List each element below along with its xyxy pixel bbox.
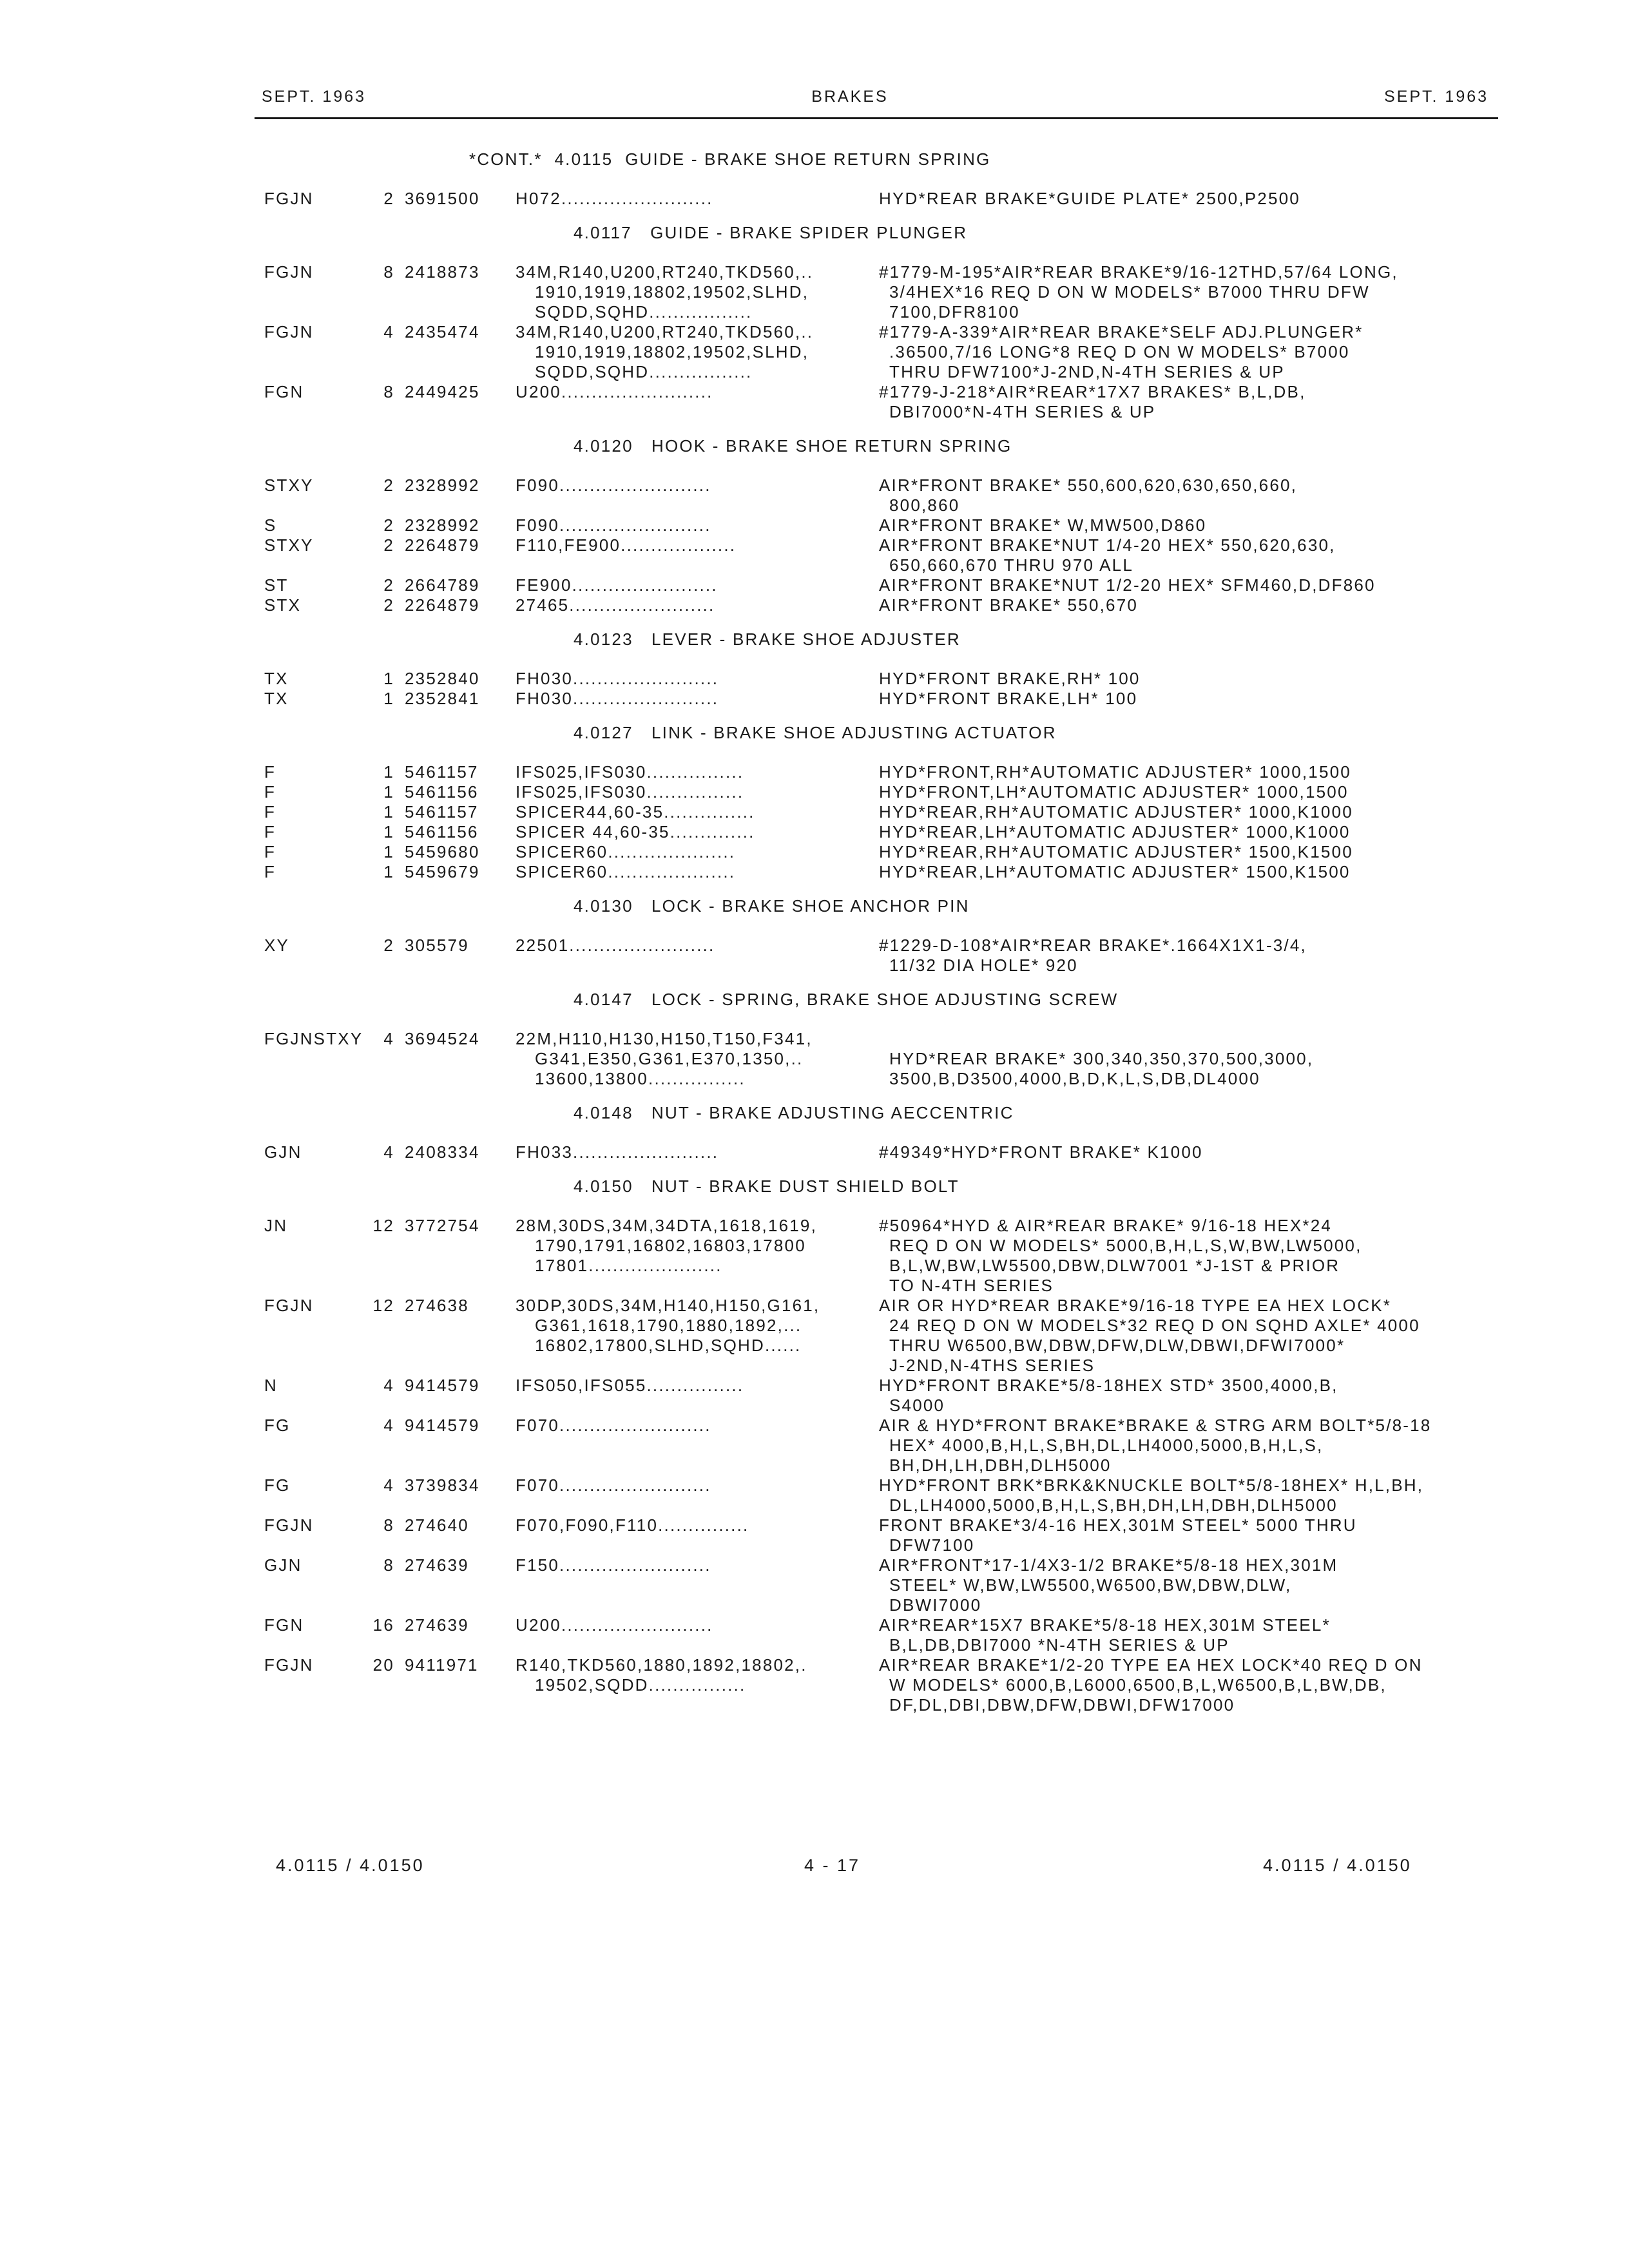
entry-models: F150......................... [516, 1555, 711, 1575]
entry-part-number: 2352840 [405, 669, 480, 688]
footer-range-right: 4.0115 / 4.0150 [1263, 1856, 1412, 1875]
entry-models: F070......................... [516, 1475, 711, 1495]
entry-part-number: 5461157 [405, 762, 479, 782]
entry-quantity: 8 [383, 1515, 394, 1535]
entry-part-number: 9411971 [405, 1655, 479, 1675]
entry-codes: F [264, 782, 276, 802]
entry-models: 22M,H110,H130,H150,T150,F341, [516, 1029, 813, 1048]
entry-quantity: 2 [383, 595, 394, 615]
entry-description: W MODELS* 6000,B,L6000,6500,B,L,W6500,B,L,BW,DB, [889, 1675, 1387, 1695]
entry-codes: GJN [264, 1142, 302, 1162]
entry-description: #1229-D-108*AIR*REAR BRAKE*.1664X1X1-3/4, [879, 936, 1307, 955]
header-date-left: SEPT. 1963 [262, 88, 367, 106]
entry-codes: TX [264, 669, 289, 688]
entry-description: AIR*FRONT BRAKE* 550,600,620,630,650,660, [879, 476, 1298, 495]
entry-quantity: 12 [372, 1296, 394, 1315]
entry-part-number: 3739834 [405, 1475, 480, 1495]
entry-quantity: 8 [383, 262, 394, 282]
entry-description: HYD*REAR,LH*AUTOMATIC ADJUSTER* 1000,K1000 [879, 822, 1351, 841]
entry-quantity: 2 [383, 476, 394, 495]
entry-models: 19502,SQDD................ [535, 1675, 746, 1695]
entry-quantity: 2 [383, 515, 394, 535]
entry-models: IFS025,IFS030................ [516, 782, 744, 802]
entry-part-number: 9414579 [405, 1416, 480, 1435]
entry-quantity: 4 [383, 1475, 394, 1495]
section-heading: 4.0127 LINK - BRAKE SHOE ADJUSTING ACTUATOR [574, 723, 1057, 742]
entry-description: HEX* 4000,B,H,L,S,BH,DL,LH4000,5000,B,H,L,S, [889, 1436, 1324, 1455]
entry-models: 22501........................ [516, 936, 715, 955]
entry-description: #1779-M-195*AIR*REAR BRAKE*9/16-12THD,57/64 LONG, [879, 262, 1398, 282]
entry-quantity: 4 [383, 1416, 394, 1435]
entry-quantity: 12 [372, 1216, 394, 1235]
entry-models: F090......................... [516, 476, 711, 495]
section-heading: 4.0148 NUT - BRAKE ADJUSTING AECCENTRIC [574, 1103, 1014, 1122]
entry-quantity: 8 [383, 382, 394, 401]
entry-models: FE900........................ [516, 575, 718, 595]
entry-description: 7100,DFR8100 [889, 302, 1020, 322]
entry-part-number: 2418873 [405, 262, 480, 282]
entry-description: HYD*REAR,LH*AUTOMATIC ADJUSTER* 1500,K1500 [879, 862, 1351, 881]
entry-description: AIR*FRONT BRAKE* W,MW500,D860 [879, 515, 1207, 535]
entry-models: 28M,30DS,34M,34DTA,1618,1619, [516, 1216, 818, 1235]
entry-codes: FGJN [264, 1296, 314, 1315]
entry-quantity: 4 [383, 322, 394, 341]
entry-description: 3/4HEX*16 REQ D ON W MODELS* B7000 THRU DFW [889, 282, 1370, 302]
entry-part-number: 2328992 [405, 476, 480, 495]
entry-part-number: 5459680 [405, 842, 480, 861]
entry-codes: FG [264, 1416, 291, 1435]
entry-description: TO N-4TH SERIES [889, 1276, 1054, 1295]
entry-part-number: 274639 [405, 1555, 469, 1575]
entry-models: G361,1618,1790,1880,1892,... [535, 1316, 802, 1335]
entry-models: 34M,R140,U200,RT240,TKD560,.. [516, 322, 814, 341]
footer-page-number: 4 - 17 [804, 1856, 861, 1875]
entry-description: AIR*FRONT BRAKE*NUT 1/2-20 HEX* SFM460,D,DF860 [879, 575, 1376, 595]
entry-description: J-2ND,N-4THS SERIES [889, 1356, 1095, 1375]
entry-models: F070,F090,F110............... [516, 1515, 749, 1535]
entry-codes: FGN [264, 1615, 304, 1635]
entry-description: REQ D ON W MODELS* 5000,B,H,L,S,W,BW,LW5000, [889, 1236, 1362, 1255]
entry-codes: FGJNSTXY [264, 1029, 363, 1048]
entry-part-number: 274638 [405, 1296, 469, 1315]
entry-description: FRONT BRAKE*3/4-16 HEX,301M STEEL* 5000 THRU [879, 1515, 1357, 1535]
entry-description: HYD*FRONT BRAKE*5/8-18HEX STD* 3500,4000,B, [879, 1376, 1338, 1395]
entry-models: U200......................... [516, 382, 713, 401]
entry-codes: N [264, 1376, 278, 1395]
entry-description: HYD*REAR BRAKE*GUIDE PLATE* 2500,P2500 [879, 189, 1300, 208]
entry-description: HYD*REAR,RH*AUTOMATIC ADJUSTER* 1500,K1500 [879, 842, 1353, 861]
entry-models: SQDD,SQHD................. [535, 362, 753, 381]
entry-models: SPICER44,60-35............... [516, 802, 755, 822]
entry-description: 3500,B,D3500,4000,B,D,K,L,S,DB,DL4000 [889, 1069, 1260, 1088]
entry-models: FH033........................ [516, 1142, 719, 1162]
entry-description: HYD*FRONT BRK*BRK&KNUCKLE BOLT*5/8-18HEX* H,L,BH, [879, 1475, 1424, 1495]
entry-models: 34M,R140,U200,RT240,TKD560,.. [516, 262, 814, 282]
entry-quantity: 2 [383, 189, 394, 208]
entry-models: SPICER60..................... [516, 842, 736, 861]
entry-description: STEEL* W,BW,LW5500,W6500,BW,DBW,DLW, [889, 1575, 1292, 1595]
entry-description: DL,LH4000,5000,B,H,L,S,BH,DH,LH,DBH,DLH5000 [889, 1495, 1338, 1515]
entry-description: BH,DH,LH,DBH,DLH5000 [889, 1456, 1112, 1475]
entry-part-number: 2435474 [405, 322, 480, 341]
entry-codes: F [264, 862, 276, 881]
entry-description: THRU W6500,BW,DBW,DFW,DLW,DBWI,DFWI7000* [889, 1336, 1345, 1355]
entry-codes: ST [264, 575, 289, 595]
entry-codes: STXY [264, 535, 314, 555]
entry-codes: FGJN [264, 262, 314, 282]
section-heading: *CONT.* 4.0115 GUIDE - BRAKE SHOE RETURN SPRING [469, 149, 991, 169]
entry-quantity: 2 [383, 936, 394, 955]
entry-quantity: 1 [383, 822, 394, 841]
entry-codes: FGJN [264, 1655, 314, 1675]
entry-codes: F [264, 802, 276, 822]
entry-quantity: 8 [383, 1555, 394, 1575]
entry-codes: STXY [264, 476, 314, 495]
entry-description: DBWI7000 [889, 1595, 982, 1615]
entry-models: IFS050,IFS055................ [516, 1376, 744, 1395]
entry-quantity: 1 [383, 689, 394, 708]
section-heading: 4.0150 NUT - BRAKE DUST SHIELD BOLT [574, 1177, 959, 1196]
entry-description: 24 REQ D ON W MODELS*32 REQ D ON SQHD AXLE* 4000 [889, 1316, 1420, 1335]
entry-part-number: 2328992 [405, 515, 480, 535]
entry-codes: FGJN [264, 1515, 314, 1535]
entry-description: HYD*REAR BRAKE* 300,340,350,370,500,3000, [889, 1049, 1314, 1068]
entry-description: 800,860 [889, 495, 960, 515]
entry-part-number: 2352841 [405, 689, 480, 708]
entry-codes: F [264, 842, 276, 861]
section-heading: 4.0120 HOOK - BRAKE SHOE RETURN SPRING [574, 436, 1012, 456]
entry-quantity: 4 [383, 1376, 394, 1395]
entry-quantity: 1 [383, 782, 394, 802]
entry-description: .36500,7/16 LONG*8 REQ D ON W MODELS* B7000 [889, 342, 1350, 361]
entry-models: SPICER60..................... [516, 862, 736, 881]
entry-quantity: 2 [383, 575, 394, 595]
entry-part-number: 5461156 [405, 782, 479, 802]
entry-quantity: 2 [383, 535, 394, 555]
entry-description: AIR*FRONT*17-1/4X3-1/2 BRAKE*5/8-18 HEX,301M [879, 1555, 1338, 1575]
footer-range-left: 4.0115 / 4.0150 [276, 1856, 425, 1875]
entry-codes: FG [264, 1475, 291, 1495]
entry-codes: STX [264, 595, 302, 615]
entry-part-number: 5461156 [405, 822, 479, 841]
entry-description: AIR*FRONT BRAKE* 550,670 [879, 595, 1139, 615]
section-heading: 4.0147 LOCK - SPRING, BRAKE SHOE ADJUSTING SCREW [574, 990, 1119, 1009]
entry-part-number: 3691500 [405, 189, 480, 208]
entry-models: H072......................... [516, 189, 713, 208]
entry-description: AIR*REAR BRAKE*1/2-20 TYPE EA HEX LOCK*40 REQ D ON [879, 1655, 1423, 1675]
entry-description: HYD*FRONT BRAKE,LH* 100 [879, 689, 1138, 708]
entry-description: HYD*FRONT,RH*AUTOMATIC ADJUSTER* 1000,1500 [879, 762, 1351, 782]
entry-codes: FGJN [264, 189, 314, 208]
entry-description: DFW7100 [889, 1535, 975, 1555]
entry-codes: F [264, 822, 276, 841]
header-date-right: SEPT. 1963 [1384, 88, 1489, 106]
entry-part-number: 5459679 [405, 862, 480, 881]
entry-part-number: 3694524 [405, 1029, 480, 1048]
entry-models: SPICER 44,60-35.............. [516, 822, 755, 841]
entry-models: F110,FE900................... [516, 535, 737, 555]
entry-quantity: 4 [383, 1029, 394, 1048]
entry-part-number: 274639 [405, 1615, 469, 1635]
entry-description: 650,660,670 THRU 970 ALL [889, 555, 1134, 575]
entry-description: B,L,DB,DBI7000 *N-4TH SERIES & UP [889, 1635, 1229, 1655]
entry-part-number: 9414579 [405, 1376, 480, 1395]
entry-part-number: 5461157 [405, 802, 479, 822]
entry-description: #1779-A-339*AIR*REAR BRAKE*SELF ADJ.PLUNGER* [879, 322, 1364, 341]
entry-models: SQDD,SQHD................. [535, 302, 753, 322]
entry-models: R140,TKD560,1880,1892,18802,. [516, 1655, 807, 1675]
section-heading: 4.0130 LOCK - BRAKE SHOE ANCHOR PIN [574, 896, 970, 916]
entry-description: #49349*HYD*FRONT BRAKE* K1000 [879, 1142, 1203, 1162]
entry-part-number: 2264879 [405, 535, 480, 555]
entry-description: 11/32 DIA HOLE* 920 [889, 956, 1078, 975]
entry-codes: XY [264, 936, 290, 955]
entry-quantity: 1 [383, 862, 394, 881]
entry-models: IFS025,IFS030................ [516, 762, 744, 782]
entry-codes: S [264, 515, 277, 535]
header-title: BRAKES [811, 88, 889, 106]
entry-codes: TX [264, 689, 289, 708]
entry-models: 30DP,30DS,34M,H140,H150,G161, [516, 1296, 820, 1315]
entry-description: B,L,W,BW,LW5500,DBW,DLW7001 *J-1ST & PRIOR [889, 1256, 1340, 1275]
entry-part-number: 2408334 [405, 1142, 480, 1162]
entry-codes: F [264, 762, 276, 782]
entry-description: AIR*REAR*15X7 BRAKE*5/8-18 HEX,301M STEEL* [879, 1615, 1331, 1635]
section-heading: 4.0117 GUIDE - BRAKE SPIDER PLUNGER [574, 223, 968, 242]
entry-description: #1779-J-218*AIR*REAR*17X7 BRAKES* B,L,DB, [879, 382, 1306, 401]
entry-description: HYD*REAR,RH*AUTOMATIC ADJUSTER* 1000,K1000 [879, 802, 1353, 822]
entry-quantity: 1 [383, 669, 394, 688]
entry-models: 13600,13800................ [535, 1069, 746, 1088]
entry-models: U200......................... [516, 1615, 713, 1635]
entry-description: AIR*FRONT BRAKE*NUT 1/4-20 HEX* 550,620,630, [879, 535, 1336, 555]
header-rule [255, 117, 1498, 119]
entry-models: FH030........................ [516, 669, 719, 688]
entry-models: G341,E350,G361,E370,1350,.. [535, 1049, 804, 1068]
entry-description: AIR & HYD*FRONT BRAKE*BRAKE & STRG ARM BOLT*5/8-18 [879, 1416, 1432, 1435]
entry-codes: GJN [264, 1555, 302, 1575]
entry-quantity: 20 [372, 1655, 394, 1675]
entry-description: DBI7000*N-4TH SERIES & UP [889, 402, 1156, 421]
entry-quantity: 1 [383, 802, 394, 822]
entry-description: #50964*HYD & AIR*REAR BRAKE* 9/16-18 HEX*24 [879, 1216, 1333, 1235]
entry-part-number: 274640 [405, 1515, 469, 1535]
entry-models: 17801...................... [535, 1256, 722, 1275]
entry-part-number: 305579 [405, 936, 469, 955]
entry-description: HYD*FRONT BRAKE,RH* 100 [879, 669, 1141, 688]
entry-models: 27465........................ [516, 595, 715, 615]
entry-codes: FGN [264, 382, 304, 401]
entry-part-number: 2449425 [405, 382, 480, 401]
entry-description: AIR OR HYD*REAR BRAKE*9/16-18 TYPE EA HEX LOCK* [879, 1296, 1392, 1315]
entry-quantity: 1 [383, 842, 394, 861]
entry-models: FH030........................ [516, 689, 719, 708]
entry-description: S4000 [889, 1396, 945, 1415]
section-heading: 4.0123 LEVER - BRAKE SHOE ADJUSTER [574, 629, 961, 649]
entry-part-number: 2664789 [405, 575, 480, 595]
entry-part-number: 3772754 [405, 1216, 480, 1235]
entry-description: DF,DL,DBI,DBW,DFW,DBWI,DFW17000 [889, 1695, 1235, 1715]
entry-description: HYD*FRONT,LH*AUTOMATIC ADJUSTER* 1000,1500 [879, 782, 1349, 802]
entry-models: 1790,1791,16802,16803,17800 [535, 1236, 806, 1255]
entry-codes: FGJN [264, 322, 314, 341]
entry-description: THRU DFW7100*J-2ND,N-4TH SERIES & UP [889, 362, 1285, 381]
entry-quantity: 16 [372, 1615, 394, 1635]
entry-quantity: 1 [383, 762, 394, 782]
entry-quantity: 4 [383, 1142, 394, 1162]
entry-models: F070......................... [516, 1416, 711, 1435]
entry-models: 1910,1919,18802,19502,SLHD, [535, 282, 809, 302]
entry-codes: JN [264, 1216, 288, 1235]
entry-part-number: 2264879 [405, 595, 480, 615]
entry-models: 16802,17800,SLHD,SQHD...... [535, 1336, 802, 1355]
entry-models: 1910,1919,18802,19502,SLHD, [535, 342, 809, 361]
entry-models: F090......................... [516, 515, 711, 535]
